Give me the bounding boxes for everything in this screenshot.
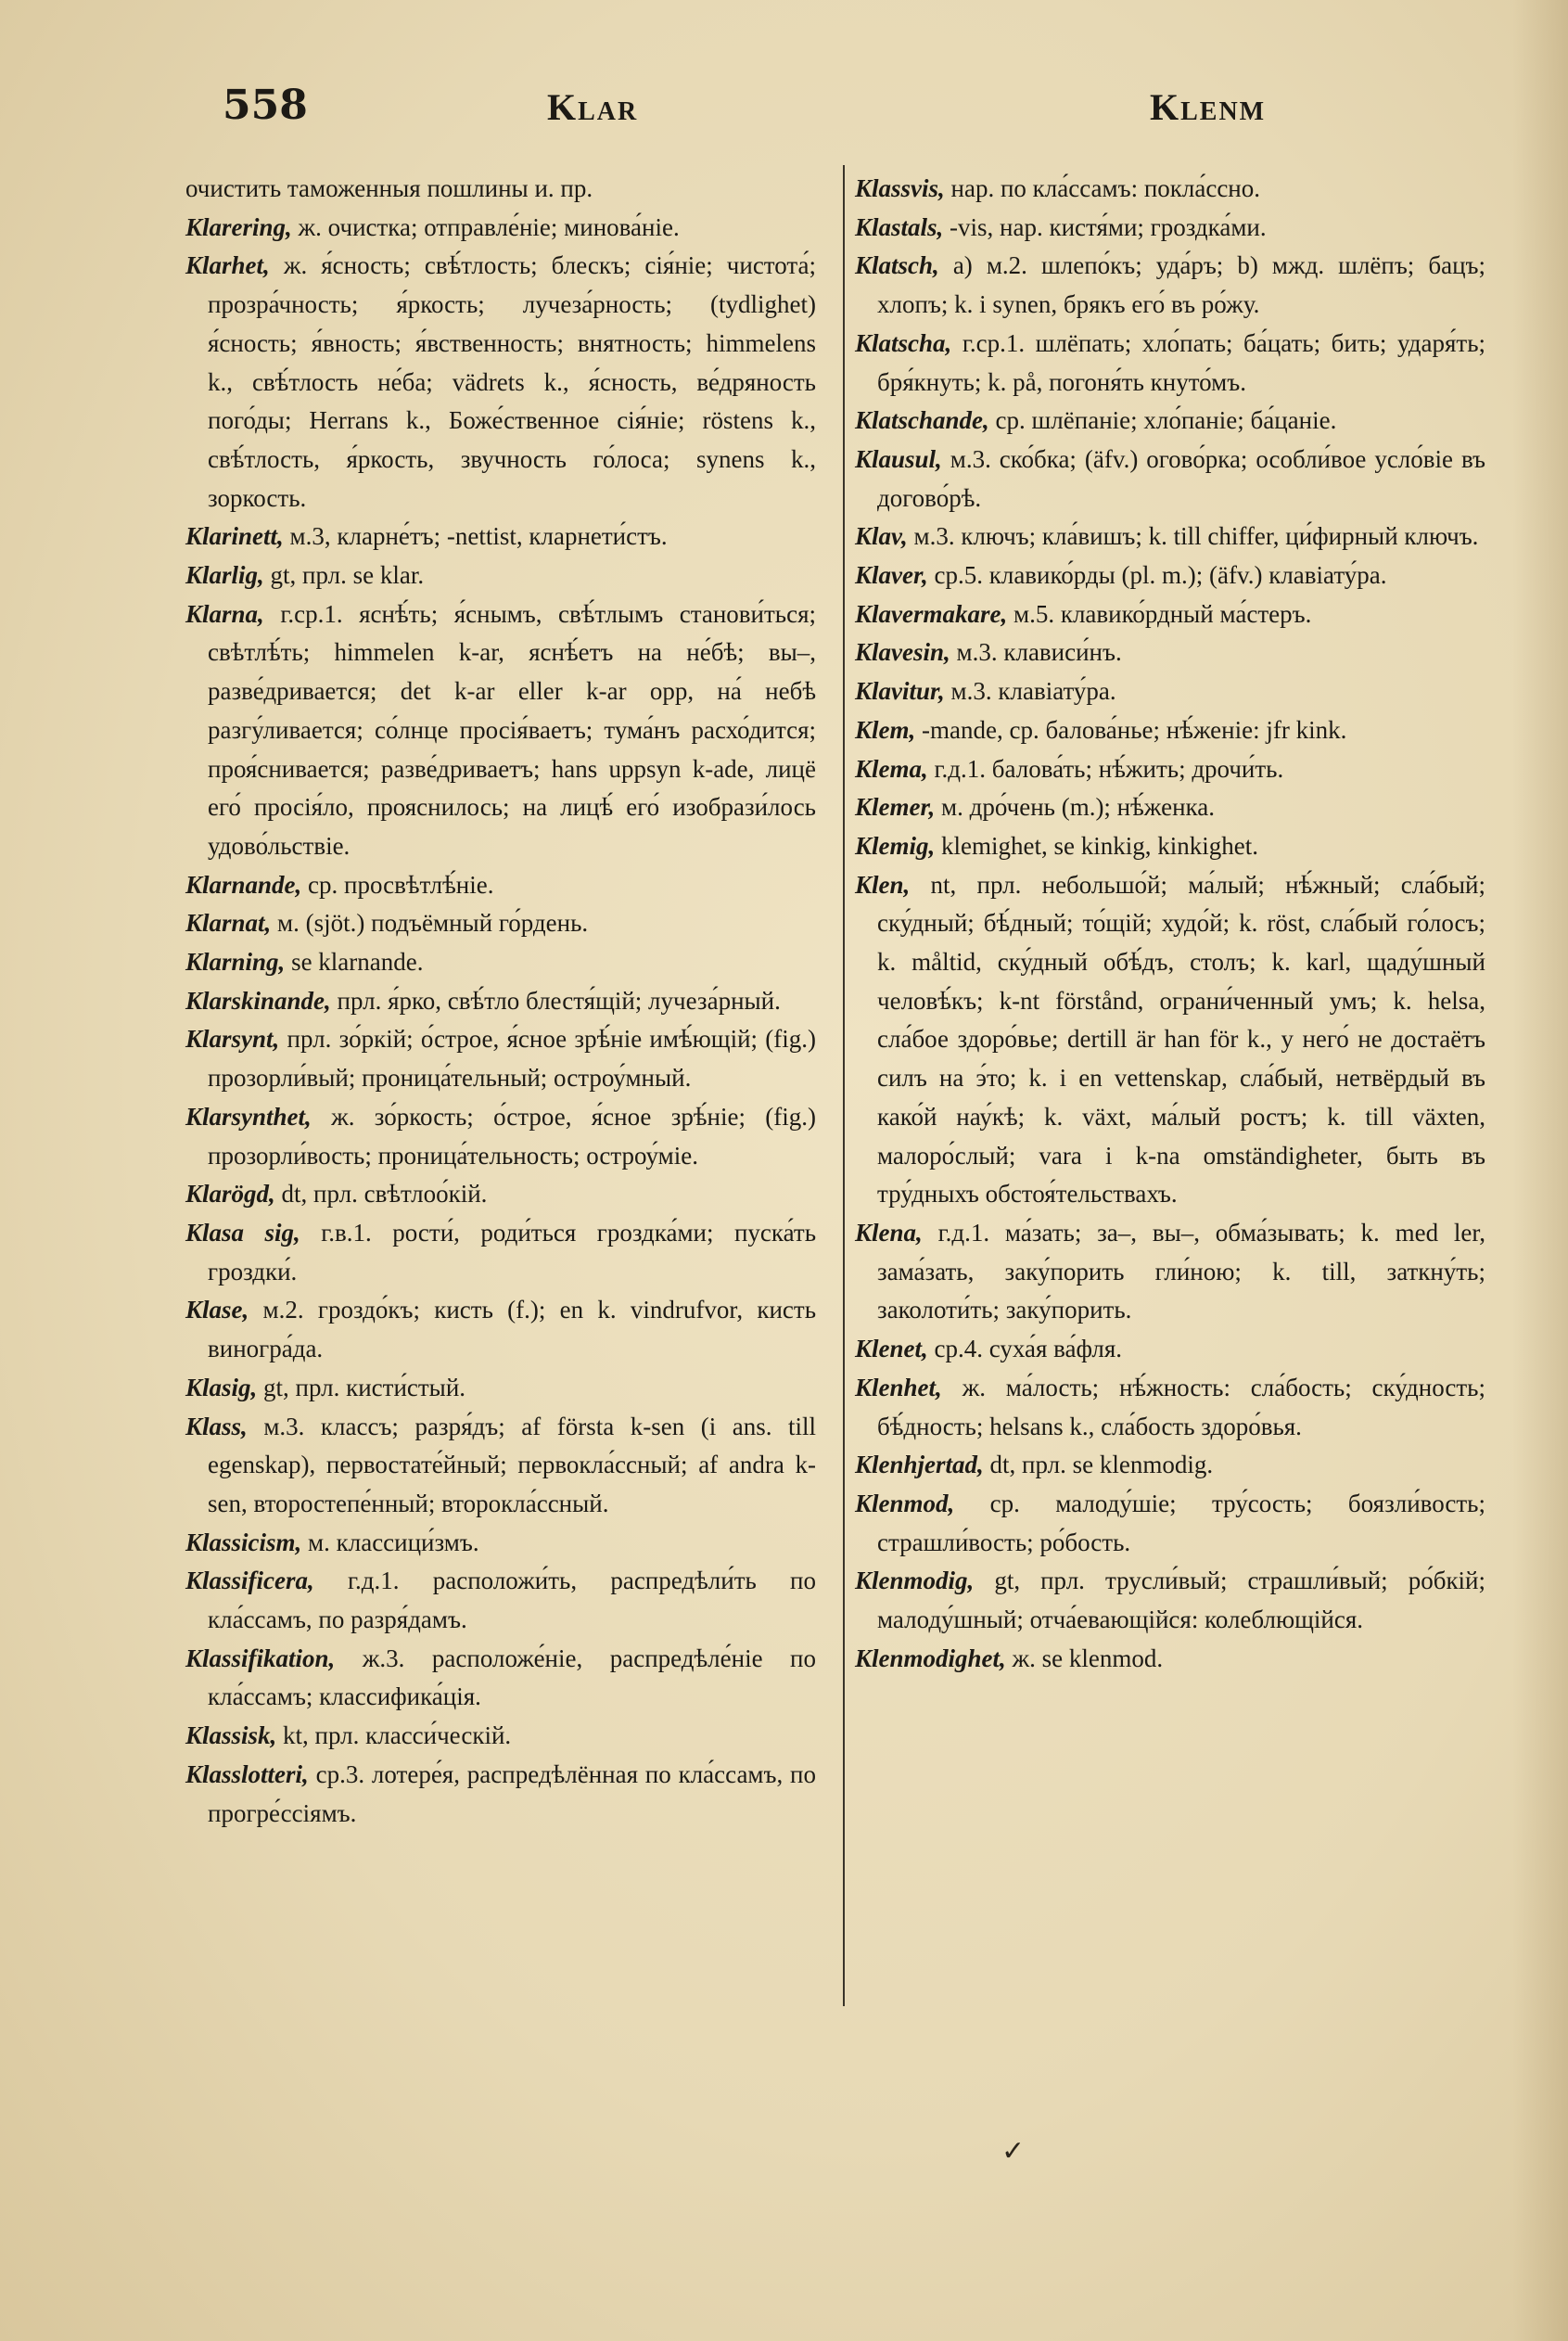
entry-headword: Klenmodig,: [855, 1567, 975, 1595]
entry-definition: gt, прл. трусли́вый; страшли́вый; ро́бкій; малоду́шный; отча́евающійся: колеблющійся.: [877, 1567, 1486, 1634]
entry-definition: se klarnande.: [291, 948, 424, 977]
dictionary-entry: [185, 943, 816, 982]
entry-headword: Klasslotteri,: [185, 1759, 309, 1788]
dictionary-entry: [185, 1562, 816, 1639]
dictionary-entry: [185, 595, 816, 866]
dictionary-entry: [855, 1330, 1485, 1369]
page-number: 558: [223, 82, 308, 129]
entry-definition: nt, прл. небольшо́й; ма́лый; нѣ́жный; сла́бый; ску́дный; бѣ́дный; то́щій; худо́й; k. röst, сла́бый го́лосъ; k. måltid, ску́дный обѣ́дъ, столъ; k. karl, щаду́шный человѣ́къ; k-nt förstånd, ограни́ченный умъ; k. helsa, сла́бое здоро́вье; dertill är han för k., у него́ не достаётъ силъ на э́то; k. i en vettenskap, сла́бый, нетвёрдый въ како́й нау́кѣ; k. växt, ма́лый ростъ; k. till växten, малоро́слый; vara i k-na omständigheter, быть въ тру́дныхъ обстоя́тельствахъ.: [877, 870, 1485, 1209]
dictionary-entry: [855, 1485, 1485, 1562]
entry-definition: ср.5. клавико́рды (pl. m.); (äfv.) клавіату́ра.: [934, 561, 1387, 590]
dictionary-entry: [185, 1291, 816, 1368]
entry-headword: Klarskinande,: [185, 986, 331, 1015]
entry-headword: Klassisk,: [185, 1721, 277, 1750]
entry-headword: Klatsch,: [855, 251, 939, 280]
entry-definition: -mande, ср. балова́нье; нѣ́женіе: jfr kink.: [922, 715, 1347, 744]
entry-definition: a) м.2. шлепо́къ; уда́ръ; b) мжд. шлёпъ; бацъ; хлопъ; k. i synen, брякъ его́ въ ро́жу.: [877, 251, 1485, 319]
entry-headword: Klausul,: [855, 444, 942, 473]
entry-definition: ж. se klenmod.: [1012, 1644, 1164, 1672]
entry-definition: нар. по кла́ссамъ: покла́ссно.: [950, 174, 1261, 202]
dictionary-entry: [185, 1408, 816, 1524]
entry-headword: Klenmod,: [855, 1489, 955, 1517]
dictionary-entry: [855, 827, 1485, 866]
pencil-mark-icon: ✓: [1001, 2135, 1026, 2168]
entry-definition: ж. я́сность; свѣ́тлость; блескъ; сія́ніе; чистота́; прозра́чность; я́ркость; лучеза́рность; (tydlighet) я́сность; я́вность; я́вственность; внятность; himmelens k., свѣ́тлость не́ба; vädrets k., я́сность, ве́дряность пого́ды; Herrans k., Боже́ственное сія́ніе; röstens k., свѣ́тлость, я́ркость, звучность го́лоса; synens k., зоркость.: [208, 251, 817, 512]
entry-definition: прл. я́рко, свѣ́тло блестя́щій; лучеза́рный.: [337, 986, 781, 1015]
entry-headword: Klarnat,: [185, 909, 272, 938]
dictionary-entry: [185, 1640, 816, 1717]
dictionary-entry: [855, 750, 1485, 789]
entry-definition: ж. очистка; отправле́ніе; минова́ніе.: [298, 212, 680, 241]
entry-definition: м.3. клавіату́ра.: [950, 677, 1116, 706]
entry-headword: Klenhet,: [855, 1373, 942, 1401]
dictionary-entry: [855, 1562, 1485, 1639]
entry-headword: Klarögd,: [185, 1180, 275, 1209]
dictionary-entry: [855, 633, 1485, 672]
dictionary-entry: [185, 247, 816, 518]
entry-definition: ж. ма́лость; нѣ́жность: сла́бость; ску́дность; бѣ́дность; helsans k., сла́бость здоро́вья.: [877, 1373, 1485, 1440]
entry-definition: м.2. гроздо́къ; кисть (f.); en k. vindrufvor, кисть виногра́да.: [208, 1296, 817, 1363]
entry-headword: Klarinett,: [185, 522, 284, 551]
entry-definition: очистить таможенныя пошлины и. пр.: [185, 174, 593, 202]
right-guide-word: Klenm: [1150, 86, 1267, 128]
entry-definition: прл. зо́ркій; о́строе, я́сное зрѣ́ніе имѣ́ющій; (fig.) прозорли́вый; проница́тельный; остроу́мный.: [208, 1025, 816, 1093]
dictionary-entry: [855, 595, 1485, 634]
right-column: [855, 170, 1485, 1678]
entry-definition: г.д.1. ма́зать; за–, вы–, обма́зывать; k. med ler, зама́зать, заку́порить гли́ною; k. till, заткну́ть; заколоти́ть; заку́порить.: [877, 1218, 1486, 1324]
dictionary-entry: [185, 1756, 816, 1833]
entry-headword: Klasa sig,: [185, 1218, 300, 1247]
entry-headword: Klarnande,: [185, 870, 302, 899]
dictionary-entry: [185, 1098, 816, 1175]
entry-headword: Klarhet,: [185, 251, 270, 280]
entry-definition: klemighet, se kinkig, kinkighet.: [941, 831, 1258, 860]
entry-definition: gt, прл. кисти́стый.: [263, 1373, 466, 1401]
dictionary-entry: [855, 1214, 1485, 1330]
entry-definition: м.3, кларне́тъ; -nettist, кларнети́стъ.: [289, 522, 668, 551]
dictionary-entry: [185, 556, 816, 595]
page-edge-shadow: [1512, 0, 1568, 2341]
dictionary-entry: [855, 711, 1485, 750]
dictionary-entry: [855, 170, 1485, 209]
dictionary-entry: [185, 1369, 816, 1408]
entry-definition: ж.3. расположе́ніе, распредѣле́ніе по кла́ссамъ; классифика́ція.: [208, 1644, 816, 1711]
entry-headword: Klarlig,: [185, 561, 264, 590]
left-guide-word: Klar: [547, 86, 639, 128]
dictionary-entry: [185, 1717, 816, 1756]
entry-headword: Klarna,: [185, 599, 264, 628]
running-header: [0, 82, 1568, 156]
entry-headword: Klemer,: [855, 793, 936, 822]
dictionary-entry: [185, 1524, 816, 1563]
dictionary-entry: [185, 170, 816, 209]
dictionary-entry: [855, 441, 1485, 518]
entry-headword: Klase,: [185, 1296, 249, 1324]
dictionary-entry: [185, 1214, 816, 1291]
entry-headword: Klassifikation,: [185, 1644, 336, 1672]
entry-definition: м.3. классъ; разря́дъ; af första k-sen (i ans. till egenskap), первостате́йный; первокла́ссный; af andra k-sen, второстепе́нный; второкла́ссный.: [208, 1412, 816, 1517]
entry-headword: Klatschande,: [855, 406, 989, 435]
dictionary-entry: [855, 518, 1485, 556]
entry-headword: Klema,: [855, 754, 928, 783]
entry-headword: Klenet,: [855, 1335, 928, 1363]
entry-definition: м.5. клавико́рдный ма́стеръ.: [1013, 599, 1312, 628]
column-divider: [843, 165, 845, 2006]
entry-headword: Klav,: [855, 522, 908, 551]
dictionary-entry: [185, 1175, 816, 1214]
entry-definition: ср. малоду́шіе; тру́сость; боязли́вость; страшли́вость; ро́бость.: [877, 1489, 1485, 1556]
dictionary-entry: [855, 672, 1485, 711]
entry-headword: Klassicism,: [185, 1528, 302, 1556]
dictionary-entry: [185, 866, 816, 905]
entry-headword: Klem,: [855, 715, 916, 744]
entry-headword: Klen,: [855, 870, 911, 899]
entry-headword: Klatscha,: [855, 328, 952, 357]
dictionary-entry: [855, 402, 1485, 441]
entry-definition: м. дро́чень (m.); нѣ́женка.: [941, 793, 1215, 822]
entry-headword: Klass,: [185, 1412, 248, 1440]
entry-headword: Klarsynt,: [185, 1025, 280, 1054]
entry-definition: м.3. ключъ; кла́вишъ; k. till chiffer, ци́фирный ключъ.: [913, 522, 1479, 551]
dictionary-entry: [855, 788, 1485, 827]
dictionary-entry: [185, 904, 816, 943]
entry-definition: м.3. клависи́нъ.: [956, 638, 1122, 667]
entry-headword: Klemig,: [855, 831, 936, 860]
dictionary-entry: [185, 982, 816, 1021]
entry-definition: м. (sjöt.) подъёмный го́рдень.: [277, 909, 589, 938]
entry-definition: kt, прл. класси́ческій.: [283, 1721, 512, 1750]
dictionary-entry: [185, 209, 816, 248]
entry-definition: г.в.1. рости́, роди́ться гроздка́ми; пуска́ть гроздки́.: [208, 1218, 817, 1286]
entry-definition: ср. просвѣтлѣ́ніе.: [308, 870, 494, 899]
entry-definition: -vis, нар. кистя́ми; гроздка́ми.: [950, 212, 1267, 241]
dictionary-entry: [855, 209, 1485, 248]
entry-definition: ср. шлёпаніе; хло́паніе; ба́цаніе.: [995, 406, 1337, 435]
dictionary-entry: [855, 556, 1485, 595]
entry-definition: ж. зо́ркость; о́строе, я́сное зрѣ́ніе; (fig.) прозорли́вость; проница́тельность; остроу́міе.: [208, 1102, 816, 1170]
dictionary-entry: [185, 518, 816, 556]
dictionary-entry: [855, 1640, 1485, 1679]
entry-headword: Klenhjertad,: [855, 1451, 984, 1479]
entry-headword: Klassificera,: [185, 1567, 314, 1595]
entry-headword: Klaver,: [855, 561, 928, 590]
entry-definition: г.д.1. расположи́ть, распредѣли́ть по кла́ссамъ, по разря́дамъ.: [208, 1567, 816, 1634]
entry-headword: Klavitur,: [855, 677, 945, 706]
entry-definition: ср.4. суха́я ва́фля.: [934, 1335, 1122, 1363]
entry-headword: Klasig,: [185, 1373, 258, 1401]
dictionary-entry: [185, 1020, 816, 1097]
entry-headword: Klavesin,: [855, 638, 950, 667]
entry-headword: Klarning,: [185, 948, 286, 977]
dictionary-entry: [855, 1446, 1485, 1485]
dictionary-entry: [855, 247, 1485, 324]
entry-definition: dt, прл. se klenmodig.: [989, 1451, 1214, 1479]
left-column: [185, 170, 816, 1833]
dictionary-entry: [855, 1369, 1485, 1446]
dictionary-entry: [855, 866, 1485, 1214]
entry-headword: Klastals,: [855, 212, 944, 241]
dictionary-entry: [855, 325, 1485, 402]
entry-definition: м. классици́змъ.: [308, 1528, 479, 1556]
entry-headword: Klenmodighet,: [855, 1644, 1006, 1672]
entry-definition: gt, прл. se klar.: [270, 561, 425, 590]
entry-headword: Klarsynthet,: [185, 1102, 312, 1131]
entry-headword: Klassvis,: [855, 174, 945, 202]
entry-headword: Klavermakare,: [855, 599, 1008, 628]
entry-definition: ср.3. лотере́я, распредѣлённая по кла́ссамъ, по прогре́ссіямъ.: [208, 1759, 817, 1827]
entry-definition: г.ср.1. яснѣ́ть; я́снымъ, свѣ́тлымъ станови́ться; свѣтлѣ́ть; himmelen k-ar, яснѣ́етъ на не́бѣ; вы–, разве́дривается; det k-ar eller k-ar opp, на́ небѣ разгу́ливается; со́лнце просія́ваетъ; тума́нъ расхо́дится; проя́снивается; разве́дриваетъ; hans uppsyn k-ade, лицё его́ просія́ло, прояснилось; на лицѣ́ его́ изобрази́лось удово́льствіе.: [208, 599, 816, 860]
entry-headword: Klena,: [855, 1218, 923, 1247]
entry-definition: dt, прл. свѣтлоо́кій.: [281, 1180, 488, 1209]
entry-definition: г.д.1. балова́ть; нѣ́жить; дрочи́ть.: [934, 754, 1284, 783]
entry-headword: Klarering,: [185, 212, 292, 241]
entry-definition: г.ср.1. шлёпать; хло́пать; ба́цать; бить; ударя́ть; бря́кнуть; k. på, погоня́ть кнуто́мъ.: [877, 328, 1486, 396]
entry-definition: м.3. ско́бка; (äfv.) огово́рка; особли́вое усло́віе въ догово́рѣ.: [877, 444, 1485, 512]
